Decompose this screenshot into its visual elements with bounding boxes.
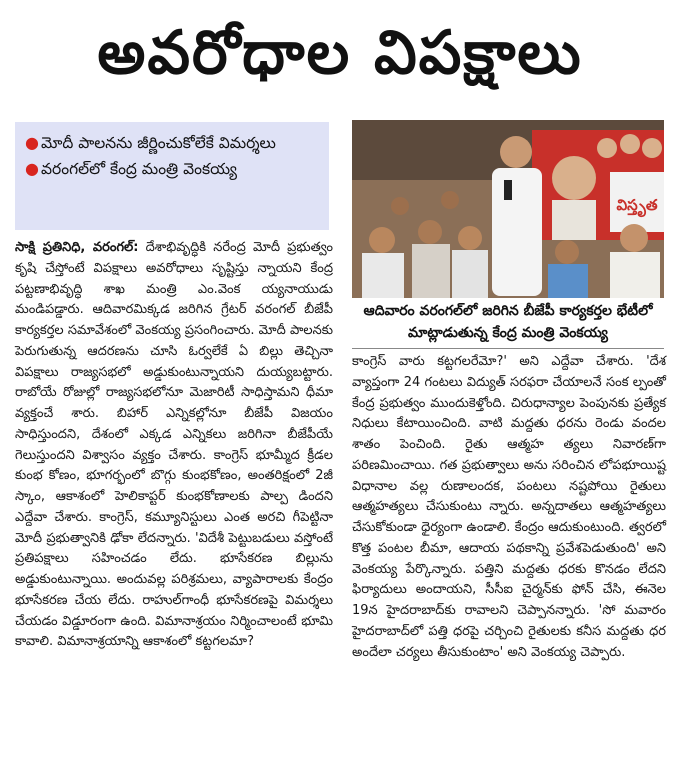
summary-text: వరంగల్‌లో కేంద్ర మంత్రి వెంకయ్య — [41, 160, 237, 178]
article-column-1 — [15, 238, 333, 653]
article-body-text: కాంగ్రెస్ వారు కట్టగలరేమో?' అని ఎద్దేవా చేశారు. 'దేశ వ్యాప్తంగా 24 గంటలు విద్యుత్ సరఫరా చేయాలనే సంక ల్పంతో కేంద్ర ప్రభుత్వం ముందుకెళ్తోంది. చిరుధాన్యాల పెంపునకు ప్రత్యేక నిధులు కేటాయించింది. వాటి మద్దతు ధరను రెండు వందల శాతం పెంచింది. రైతు ఆత్మహ త్యలు నివారణ్‌గా పరిణమించాయి. గత ప్రభుత్వాలు అను సరించిన లోపభూయిష్ట విధానాల వల్ల రుణాలందక, పంటలు నష్టపోయి రైతులు ఆత్మహత్యలు చేసుకుంటు న్నారు. అన్నదాతలు ఆత్మహత్యలు చేసుకోకుండా ధైర్యంగా ఉండాలి. కేంద్రం ఆదుకుంటుంది. త్వరలో కొత్త పంటల బీమా, ఆదాయ పథకాన్ని ప్రవేశపెడుతుంది' అని వెంకయ్య పేర్కొన్నారు. పత్తిని మద్దతు ధరకు కొనడం లేదని ఫిర్యాదులు అందాయని, సీసీఐ చైర్మన్‌కు ఫోన్ చేసి, ఈనెల 19న హైదరాబాద్‌కు రావాలని చెప్పానన్నారు. 'సో మవారం హైదరాబాద్‌లో పత్తి ధరపై చర్చించి రైతులకు కనీస మద్దతు ధర అందేలా చర్యలు తీసుకుంటాం' అని వెంకయ్య చెప్పారు. — [352, 354, 666, 660]
summary-item — [25, 130, 321, 156]
article-paragraph — [352, 352, 666, 663]
article-body-text: దేశాభివృద్ధికి నరేంద్ర మోదీ ప్రభుత్వం కృషి చేస్తోంటే విపక్షాలు అవరోధాలు సృష్టిస్తు న్నాయని కేంద్ర పట్టణాభివృద్ధి శాఖ మంత్రి ఎం.వెంక య్యనాయుడు మండిపడ్డారు. ఆదివారమిక్కడ జరిగిన గ్రేటర్ వరంగల్ బీజేపీ కార్యకర్తల సమావేశంలో వెంకయ్య ప్రసంగించారు. మోదీ పాలనకు పెరుగుతున్న ఆదరణను చూసి ఓర్వలేకే ఏ బిల్లు తెచ్చినా విపక్షాలు రాజ్యసభలో అడ్డుకుంటున్నాయని దుయ్యబట్టారు. రాబోయే రోజుల్లో రాజ్యసభలోనూ మెజారిటీ సాధిస్తామని ధీమా వ్యక్తంచే శారు. బిహార్ ఎన్నికల్లోనూ బీజేపీ విజయం సాధిస్తుందని, దేశంలో ఎక్కడ ఎన్నికలు జరిగినా బీజేపీయే గెలుస్తుందని విశ్వాసం వ్యక్తం చేశారు. కాంగ్రెస్ భూమ్మీద క్రీడల కుంభ కోణం, భూగర్భంలో బొగ్గు కుంభకోణం, అంతరిక్షంలో 2జీ స్కాం, ఆకాశంలో హెలికాప్టర్ కుంభకోణాలకు పాల్ప డిందని ఎద్దేవా చేశారు. కాంగ్రెస్, కమ్యూనిస్టులు ఎంత అరచి గీపెట్టినా మోదీ ప్రభుత్వానికి ఢోకా లేదన్నారు. 'విదేశీ పెట్టుబడులు వస్తోంటే ప్రతిపక్షాలు సహించడం లేదు. భూసేకరణ బిల్లును అడ్డుకుంటున్నాయి. అందువల్ల పరిశ్రమలు, వ్యాపారాలకు కేంద్రం భూసేకరణ చేయ లేదు. రాహుల్‌గాంధీ భూసేకరణపై విమర్శలు చేయడం విడ్డూరంగా ఉంది. విమానాశ్రయం నిర్మించాలంటే భూమి కావాలి. విమానాశ్రయాన్ని ఆకాశంలో కట్టగలమా? — [15, 240, 333, 650]
article-column-2 — [352, 352, 666, 663]
article-paragraph — [15, 238, 333, 653]
dateline: సాక్షి ప్రతినిధి, వరంగల్: — [15, 240, 139, 255]
speaker-photo-illustration — [352, 120, 664, 298]
news-photo — [352, 120, 664, 298]
summary-box — [15, 122, 329, 230]
bullet-icon: ● — [25, 133, 39, 152]
summary-text: మోదీ పాలనను జీర్ణించుకోలేకే విమర్శలు — [41, 134, 276, 152]
headline: అవరోధాల విపక్షాలు — [97, 18, 583, 88]
bullet-icon: ● — [25, 159, 39, 178]
speaker — [492, 168, 542, 296]
banner-text: విస్తృత — [616, 196, 658, 214]
photo-caption: ఆదివారం వరంగల్‌లో జరిగిన బీజేపీ కార్యకర్తల భేటీలో మాట్లాడుతున్న కేంద్ర మంత్రి వెంకయ్య — [352, 300, 664, 349]
summary-item — [25, 156, 321, 182]
